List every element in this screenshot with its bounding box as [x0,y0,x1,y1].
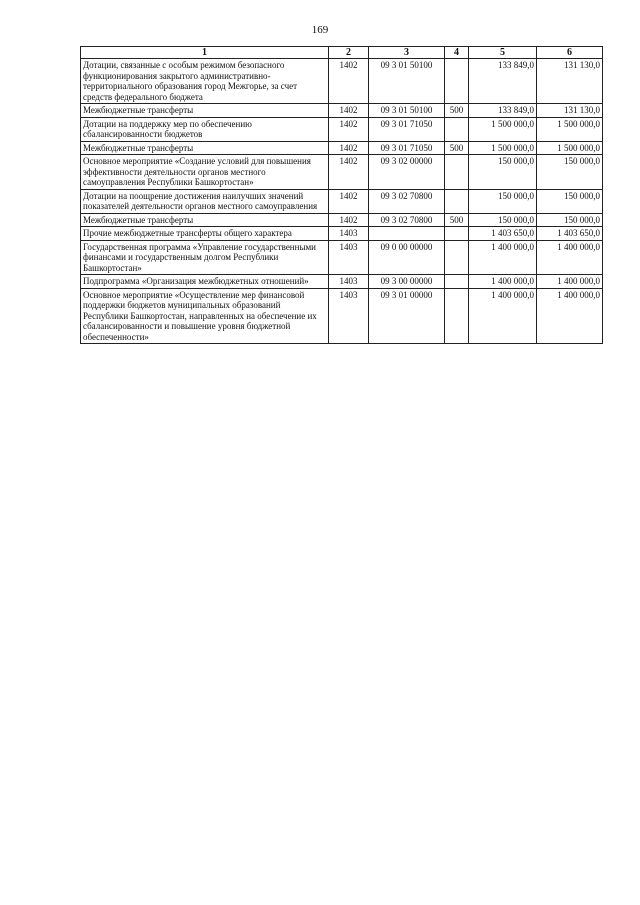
cell-name: Межбюджетные трансферты [81,104,329,118]
cell-amount-col6: 131 130,0 [537,59,603,104]
table-row [81,189,603,213]
cell-target-article: 09 0 00 00000 [369,240,445,275]
cell-name: Межбюджетные трансферты [81,141,329,155]
cell-target-article: 09 3 01 71050 [369,141,445,155]
cell-name: Дотации, связанные с особым режимом безопасного функционирования закрытого административно-территориального образования город Межгорье, за счет средств федерального бюджета [81,59,329,104]
cell-amount-col5: 1 400 000,0 [469,275,537,289]
cell-amount-col5: 1 400 000,0 [469,240,537,275]
cell-section: 1403 [329,275,369,289]
cell-expense-type: 500 [445,141,469,155]
cell-amount-col5: 150 000,0 [469,213,537,227]
cell-amount-col5: 133 849,0 [469,59,537,104]
cell-name: Государственная программа «Управление государственными финансами и государственным долгом Республики Башкортостан» [81,240,329,275]
header-col-4: 4 [445,47,469,59]
cell-name: Дотации на поддержку мер по обеспечению сбалансированности бюджетов [81,117,329,141]
cell-target-article: 09 3 02 70800 [369,189,445,213]
header-row [81,47,603,59]
cell-amount-col6: 1 400 000,0 [537,275,603,289]
cell-amount-col5: 1 500 000,0 [469,117,537,141]
cell-expense-type [445,288,469,344]
cell-target-article [369,227,445,241]
table-row [81,59,603,104]
header-col-2: 2 [329,47,369,59]
cell-amount-col6: 150 000,0 [537,213,603,227]
cell-section: 1402 [329,155,369,190]
cell-expense-type [445,117,469,141]
cell-expense-type [445,227,469,241]
cell-amount-col5: 1 500 000,0 [469,141,537,155]
header-col-3: 3 [369,47,445,59]
cell-amount-col6: 131 130,0 [537,104,603,118]
cell-name: Дотации на поощрение достижения наилучших значений показателей деятельности органов местного самоуправления [81,189,329,213]
cell-expense-type [445,240,469,275]
table-body [81,59,603,344]
table-row [81,213,603,227]
cell-section: 1402 [329,117,369,141]
cell-amount-col6: 1 400 000,0 [537,240,603,275]
cell-target-article: 09 3 00 00000 [369,275,445,289]
cell-section: 1402 [329,189,369,213]
cell-amount-col6: 1 400 000,0 [537,288,603,344]
table-row [81,155,603,190]
cell-expense-type [445,155,469,190]
cell-section: 1403 [329,288,369,344]
cell-name: Прочие межбюджетные трансферты общего характера [81,227,329,241]
cell-amount-col5: 1 403 650,0 [469,227,537,241]
cell-section: 1403 [329,227,369,241]
table-row [81,104,603,118]
table-row [81,227,603,241]
table-row [81,240,603,275]
cell-amount-col5: 150 000,0 [469,189,537,213]
table-row [81,117,603,141]
table-row [81,141,603,155]
cell-amount-col5: 150 000,0 [469,155,537,190]
cell-expense-type: 500 [445,104,469,118]
table-row [81,288,603,344]
cell-section: 1403 [329,240,369,275]
cell-amount-col5: 133 849,0 [469,104,537,118]
cell-section: 1402 [329,59,369,104]
header-col-5: 5 [469,47,537,59]
cell-target-article: 09 3 02 00000 [369,155,445,190]
cell-section: 1402 [329,213,369,227]
cell-amount-col6: 1 500 000,0 [537,117,603,141]
table-row [81,275,603,289]
cell-amount-col6: 150 000,0 [537,155,603,190]
cell-target-article: 09 3 01 00000 [369,288,445,344]
cell-amount-col6: 150 000,0 [537,189,603,213]
cell-target-article: 09 3 01 71050 [369,117,445,141]
cell-name: Основное мероприятие «Осуществление мер финансовой поддержки бюджетов муниципальных образований Республики Башкортостан, направленных на обеспечение их сбалансированности и повышение уровня бюджетной обеспеченности» [81,288,329,344]
budget-table [80,46,603,344]
cell-section: 1402 [329,141,369,155]
cell-expense-type: 500 [445,213,469,227]
page-number: 169 [311,24,329,36]
header-col-1: 1 [81,47,329,59]
cell-target-article: 09 3 01 50100 [369,104,445,118]
cell-target-article: 09 3 02 70800 [369,213,445,227]
cell-amount-col5: 1 400 000,0 [469,288,537,344]
cell-name: Межбюджетные трансферты [81,213,329,227]
cell-expense-type [445,275,469,289]
cell-target-article: 09 3 01 50100 [369,59,445,104]
cell-name: Основное мероприятие «Создание условий для повышения эффективности деятельности органов местного самоуправления Республики Башкортостан» [81,155,329,190]
cell-amount-col6: 1 403 650,0 [537,227,603,241]
cell-expense-type [445,59,469,104]
cell-section: 1402 [329,104,369,118]
table-header [81,47,603,59]
cell-expense-type [445,189,469,213]
header-col-6: 6 [537,47,603,59]
cell-amount-col6: 1 500 000,0 [537,141,603,155]
cell-name: Подпрограмма «Организация межбюджетных отношений» [81,275,329,289]
